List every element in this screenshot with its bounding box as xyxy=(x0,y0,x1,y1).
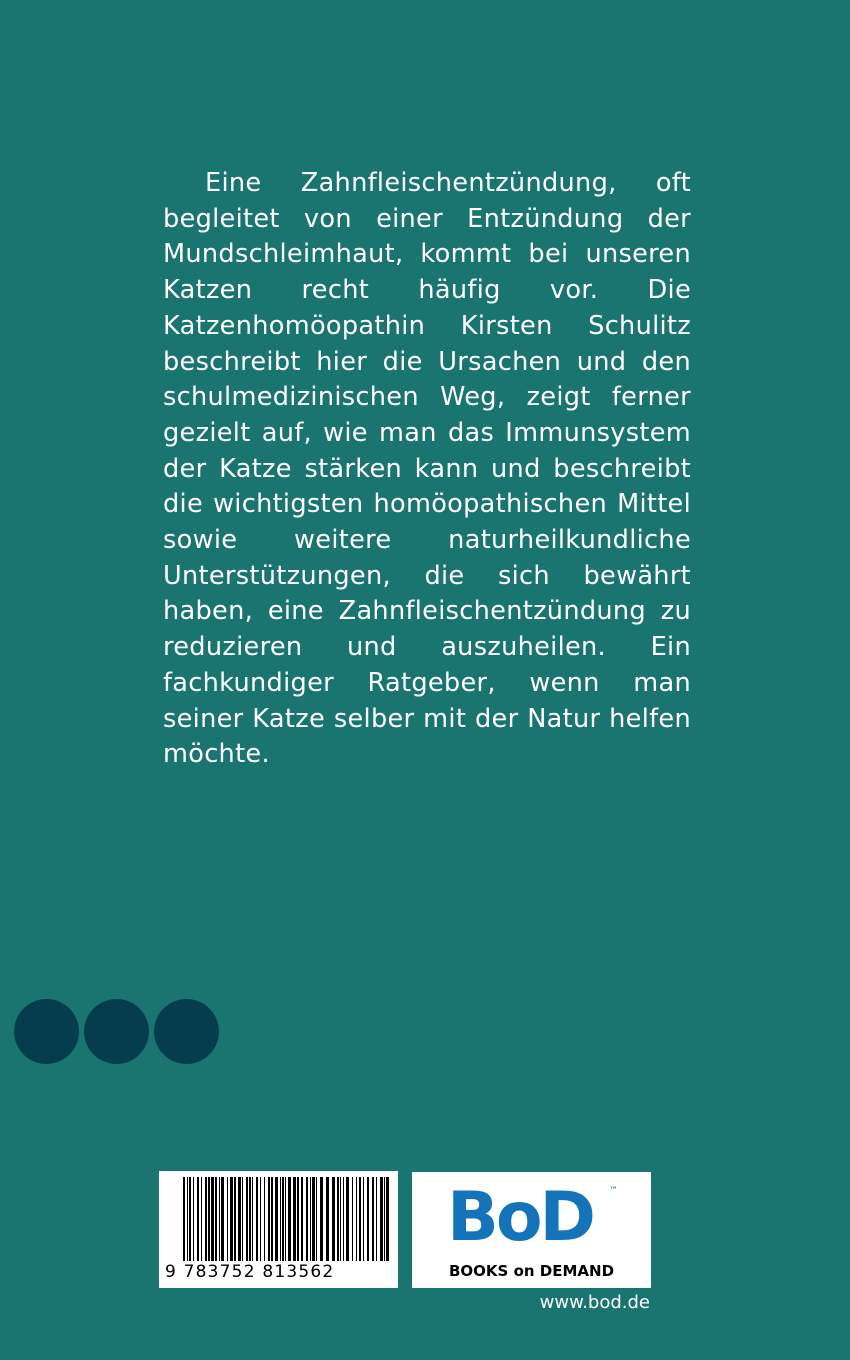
dot-2 xyxy=(84,999,149,1064)
barcode-bar xyxy=(352,1177,353,1261)
barcode-bar xyxy=(205,1177,207,1261)
barcode-bar xyxy=(275,1177,278,1261)
barcode-bar xyxy=(221,1177,224,1261)
barcode-bar xyxy=(189,1177,191,1261)
barcode-bar xyxy=(234,1177,236,1261)
barcode-bar xyxy=(256,1177,258,1261)
barcode-bar xyxy=(376,1177,377,1261)
barcode-bar xyxy=(242,1177,243,1261)
trademark-symbol: ™ xyxy=(609,1186,618,1196)
barcode-bar xyxy=(260,1177,261,1261)
barcode-bar xyxy=(372,1177,374,1261)
barcode-bar xyxy=(337,1177,339,1261)
barcode-bar xyxy=(340,1177,341,1261)
barcode-bar xyxy=(238,1177,241,1261)
barcode-bar xyxy=(356,1177,357,1261)
barcode-bar xyxy=(187,1177,188,1261)
barcode-bar xyxy=(268,1177,270,1261)
isbn-number: 9 783752 813562 xyxy=(165,1262,335,1282)
barcode-bar xyxy=(271,1177,273,1261)
barcode-bar xyxy=(246,1177,248,1261)
isbn-barcode xyxy=(159,1171,398,1288)
barcode-bar xyxy=(219,1177,220,1261)
publisher-tagline: BOOKS on DEMAND xyxy=(448,1262,615,1280)
barcode-bar xyxy=(227,1177,228,1261)
barcode-bar xyxy=(293,1177,296,1261)
barcode-bar xyxy=(282,1177,284,1261)
publisher-logo-box xyxy=(412,1172,651,1288)
barcode-bar xyxy=(280,1177,281,1261)
dot-1 xyxy=(14,999,79,1064)
barcode-bar xyxy=(346,1177,349,1261)
barcode-bar xyxy=(297,1177,299,1261)
barcode-bar xyxy=(288,1177,291,1261)
barcode-bar xyxy=(310,1177,311,1261)
barcode-bar xyxy=(211,1177,214,1261)
barcode-bar xyxy=(359,1177,361,1261)
barcode-bar xyxy=(332,1177,335,1261)
barcode-bar xyxy=(316,1177,317,1261)
barcode-bar xyxy=(208,1177,210,1261)
dot-3 xyxy=(154,999,219,1064)
barcode-bar xyxy=(230,1177,233,1261)
barcode-bar xyxy=(193,1177,194,1261)
barcode-bar xyxy=(215,1177,217,1261)
barcode-bar xyxy=(320,1177,323,1261)
barcode-bar xyxy=(312,1177,315,1261)
bod-logo: BoD xyxy=(447,1178,593,1257)
publisher-website: www.bod.de xyxy=(539,1292,650,1313)
barcode-bar xyxy=(343,1177,344,1261)
barcode-bar xyxy=(367,1177,369,1261)
barcode-bar xyxy=(386,1177,389,1261)
barcode-bar xyxy=(183,1177,185,1261)
barcode-bar xyxy=(380,1177,383,1261)
barcode-bars xyxy=(159,1171,398,1263)
barcode-bar xyxy=(252,1177,253,1261)
barcode-bar xyxy=(249,1177,251,1261)
barcode-bar xyxy=(264,1177,265,1261)
barcode-bar xyxy=(197,1177,199,1261)
back-cover-blurb: Eine Zahnfleischentzündung, oft begleitet von einer Entzündung der Mundschleimhaut, kommt bei unseren Katzen recht häufig vor. Die Katzenhomöopathin Kirsten Schulitz beschreibt hier die Ursachen und den schulmedizinischen Weg, zeigt ferner gezielt auf, wie man das Immunsystem der Katze stärken kann und beschreibt die wichtigsten homöopathischen Mittel sowie weitere naturheilkundliche Unterstützungen, die sich bewährt haben, eine Zahnfleischentzündung zu reduzieren und auszuheilen. Ein fachkundiger Ratgeber, wenn man seiner Katze selber mit der Natur helfen möchte. xyxy=(163,168,691,770)
barcode-bar xyxy=(326,1177,329,1261)
barcode-bar xyxy=(384,1177,385,1261)
barcode-bar xyxy=(285,1177,286,1261)
barcode-bar xyxy=(306,1177,308,1261)
barcode-bar xyxy=(363,1177,364,1261)
barcode-bar xyxy=(301,1177,303,1261)
barcode-bar xyxy=(201,1177,202,1261)
